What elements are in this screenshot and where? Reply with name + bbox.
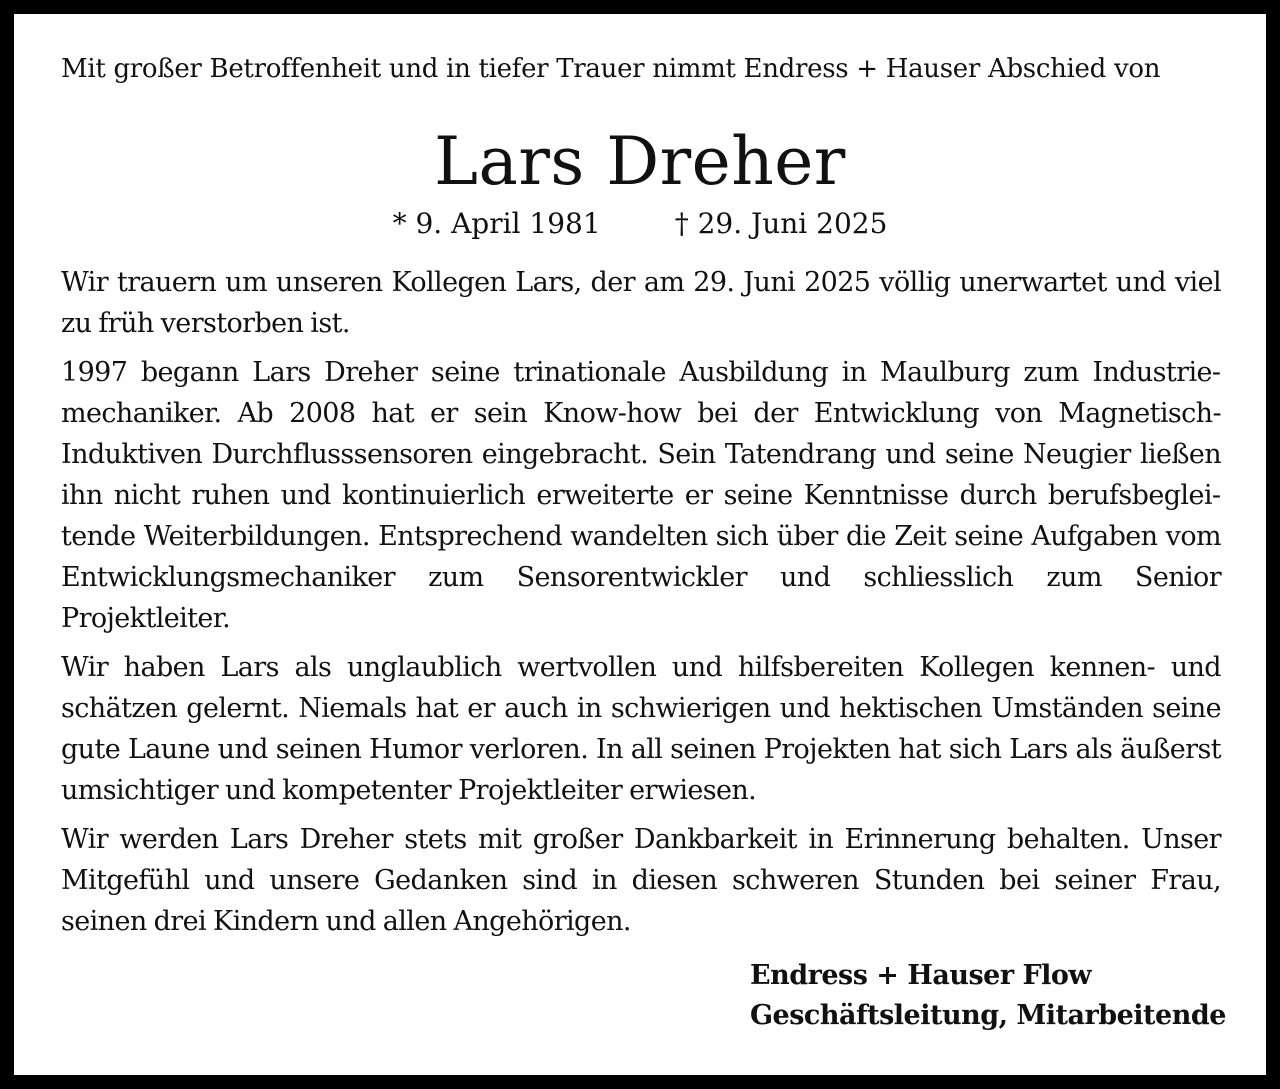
paragraph-4: Wir werden Lars Dreher stets mit großer Dankbarkeit in Erinnerung behalten. Unser Mitgefühl und unsere Gedanken sind in diesen schweren Stunden bei seiner Frau, seinen drei Kindern und allen Angehörigen. bbox=[61, 824, 1221, 937]
intro-text: Mit großer Betroffenheit und in tiefer Trauer nimmt Endress + Hauser Abschied von bbox=[61, 54, 1161, 84]
signature-group: Geschäftsleitung, Mitarbeitende bbox=[750, 1000, 1226, 1031]
birth-date: * 9. April 1981 bbox=[392, 207, 601, 240]
paragraph-2: 1997 begann Lars Dreher seine trinationale Ausbildung in Maulburg zum Industriemechaniker. Ab 2008 hat er sein Know-how bei der Entwicklung von Magnetisch-Induktiven Durchflusssensoren eingebracht. Sein Tatendrang und seine Neugier ließen ihn nicht ruhen und kontinuierlich erweiterte er seine Kenntnisse durch berufsbegleitende Weiterbildungen. Entsprechend wandelten sich über die Zeit seine Aufgaben vom Entwicklungsmechaniker zum Sensorentwickler und schliesslich zum Senior Projektleiter. bbox=[61, 357, 1221, 634]
notice-body bbox=[61, 262, 1221, 950]
signature-block bbox=[750, 956, 1226, 1036]
obituary-notice bbox=[14, 14, 1266, 1075]
death-date: † 29. Juni 2025 bbox=[674, 207, 888, 240]
paragraph-1: Wir trauern um unseren Kollegen Lars, der am 29. Juni 2025 völlig unerwartet und viel zu früh verstorben ist. bbox=[61, 267, 1221, 339]
paragraph-3: Wir haben Lars als unglaublich wertvollen und hilfsbereiten Kollegen kennen- und schätzen gelernt. Niemals hat er auch in schwierigen und hektischen Umständen seine gute Laune und seinen Humor verloren. In all seinen Projekten hat sich Lars als äußerst umsichtiger und kompetenter Projektleiter erwiesen. bbox=[61, 652, 1221, 806]
life-dates bbox=[14, 204, 1266, 244]
deceased-name: Lars Dreher bbox=[434, 123, 846, 200]
signature-company: Endress + Hauser Flow bbox=[750, 960, 1092, 991]
